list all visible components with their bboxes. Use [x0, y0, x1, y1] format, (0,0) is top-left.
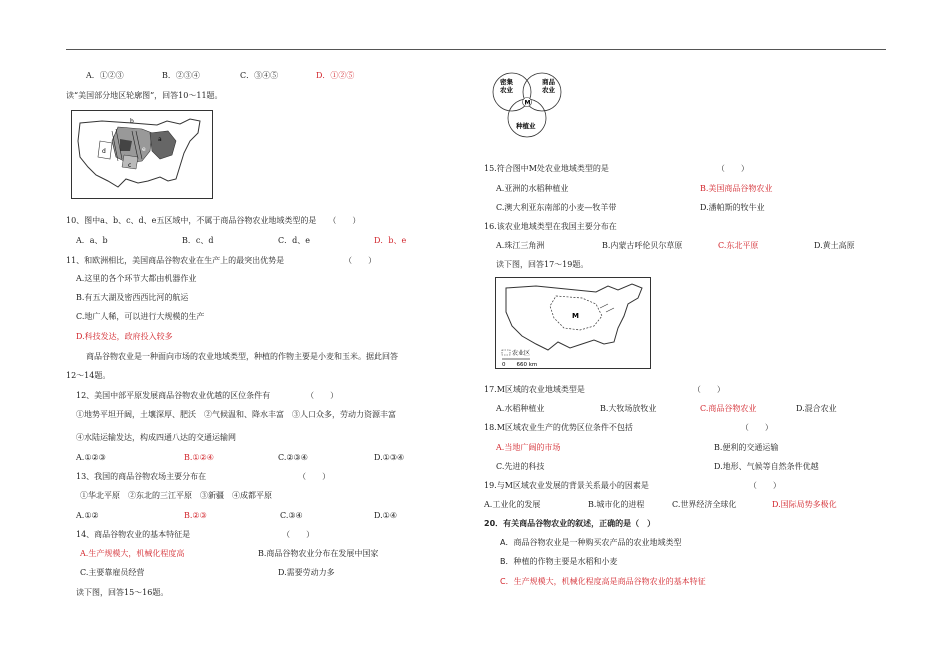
- q16-option-c[interactable]: C.东北平原: [718, 241, 759, 250]
- q14-option-d[interactable]: D.需要劳动力多: [278, 568, 335, 577]
- map2-region-label: M: [572, 312, 579, 320]
- q20-option-a[interactable]: A．商品谷物农业是一种购买农产品的农业地域类型: [500, 538, 682, 547]
- map1-label-b: b: [130, 118, 134, 125]
- q19-option-c[interactable]: C.世界经济全球化: [672, 500, 737, 509]
- q11-option-b[interactable]: B.有五大湖及密西西比河的航运: [76, 293, 189, 302]
- q18-option-c[interactable]: C.先进的科技: [496, 462, 545, 471]
- map1-label-d: d: [102, 148, 106, 155]
- venn-diagram: [484, 68, 574, 146]
- q12-stem: 12、美国中部平原发展商品谷物农业优越的区位条件有 （ ）: [76, 391, 339, 400]
- q11-option-d[interactable]: D.科技发达，政府投入较多: [76, 332, 173, 341]
- q10-stem: 10、图中a、b、c、d、e五区域中，不属于商品谷物农业地域类型的是 （ ）: [66, 216, 361, 225]
- map2-legend: 农业区: [512, 350, 531, 357]
- q15-option-b[interactable]: B.美国商品谷物农业: [700, 184, 773, 193]
- us-map-graphic: [72, 111, 212, 198]
- venn-label-intensive-2: 农业: [500, 86, 513, 94]
- venn-label-crop: 种植业: [516, 122, 536, 130]
- intro-15-16: 读下图，回答15～16题。: [76, 588, 169, 597]
- q9-option-c[interactable]: C．③④⑤: [240, 71, 279, 80]
- q13-option-c[interactable]: C.③④: [280, 511, 303, 520]
- q17-option-a[interactable]: A.水稻种植业: [496, 404, 545, 413]
- q19-stem: 19.与M区域农业发展的背景关系最小的因素是 （ ）: [484, 481, 781, 490]
- q13-option-b[interactable]: B.②③: [184, 511, 207, 520]
- top-rule: [66, 49, 886, 50]
- us-agriculture-map: [495, 277, 651, 369]
- q18-option-a[interactable]: A.当地广阔的市场: [496, 443, 561, 452]
- intro-12-14-line1: 商品谷物农业是一种面向市场的农业地域类型，种植的作物主要是小麦和玉米。据此回答: [86, 352, 398, 361]
- q14-option-b[interactable]: B.商品谷物农业分布在发展中国家: [258, 549, 379, 558]
- q9-option-a[interactable]: A．①②③: [86, 71, 124, 80]
- q16-option-b[interactable]: B.内蒙古呼伦贝尔草原: [602, 241, 683, 250]
- venn-label-intensive-1: 密集: [500, 78, 513, 86]
- map1-label-a: a: [158, 136, 162, 143]
- q13-option-d[interactable]: D.①④: [374, 511, 398, 520]
- q16-option-d[interactable]: D.黄土高原: [814, 241, 855, 250]
- q12-option-b[interactable]: B.①②④: [184, 453, 214, 462]
- q18-stem: 18.M区域农业生产的优势区位条件不包括 （ ）: [484, 423, 773, 432]
- q19-option-a[interactable]: A.工业化的发展: [484, 500, 541, 509]
- q19-option-d[interactable]: D.国际局势多极化: [772, 500, 837, 509]
- q17-option-c[interactable]: C.商品谷物农业: [700, 404, 757, 413]
- q11-option-c[interactable]: C.地广人稀，可以进行大规模的生产: [76, 312, 205, 321]
- q20-stem: 20．有关商品谷物农业的叙述，正确的是（ ）: [484, 519, 656, 528]
- q14-option-c[interactable]: C.主要靠雇员经营: [80, 568, 145, 577]
- q9-option-b[interactable]: B．②③④: [162, 71, 200, 80]
- q10-option-b[interactable]: B．c、d: [182, 236, 214, 245]
- us-region-map: [71, 110, 213, 199]
- q10-option-a[interactable]: A．a、b: [76, 236, 108, 245]
- q17-stem: 17.M区域的农业地域类型是 （ ）: [484, 385, 725, 394]
- q17-option-d[interactable]: D.混合农业: [796, 404, 837, 413]
- q14-stem: 14、商品谷物农业的基本特征是 （ ）: [76, 530, 315, 539]
- q11-option-a[interactable]: A.这里的各个环节大都由机器作业: [76, 274, 197, 283]
- map2-scale: 0 660 km: [502, 362, 538, 368]
- q10-option-d[interactable]: D．b、e: [374, 236, 407, 245]
- venn-label-m: M: [524, 99, 531, 107]
- q12-option-a[interactable]: A.①②③: [76, 453, 106, 462]
- q12-conditions-2: ④水陆运输发达，构成四通八达的交通运输网: [76, 433, 236, 442]
- q10-option-c[interactable]: C．d、e: [278, 236, 310, 245]
- q12-conditions-1: ①地势平坦开阔，土壤深厚、肥沃 ②气候温和、降水丰富 ③人口众多，劳动力资源丰富: [76, 410, 396, 419]
- q12-option-c[interactable]: C.②③④: [278, 453, 308, 462]
- q15-stem: 15.符合图中M处农业地域类型的是 （ ）: [484, 164, 749, 173]
- map1-label-e: e: [142, 146, 146, 153]
- venn-label-commercial-2: 农业: [542, 86, 555, 94]
- q15-option-d[interactable]: D.潘帕斯的牧牛业: [700, 203, 765, 212]
- us-map2-graphic: [496, 278, 650, 368]
- q20-option-b[interactable]: B．种植的作物主要是水稻和小麦: [500, 557, 618, 566]
- q17-option-b[interactable]: B.大牧场放牧业: [600, 404, 657, 413]
- q19-option-b[interactable]: B.城市化的进程: [588, 500, 645, 509]
- intro-12-14-line2: 12～14题。: [66, 371, 111, 380]
- q12-option-d[interactable]: D.①③④: [374, 453, 405, 462]
- q18-option-b[interactable]: B.便利的交通运输: [714, 443, 779, 452]
- q16-option-a[interactable]: A.珠江三角洲: [496, 241, 545, 250]
- q9-option-d[interactable]: D．①②⑤: [316, 71, 355, 80]
- intro-10-11: 读“美国部分地区轮廓图”，回答10～11题。: [66, 91, 223, 100]
- q15-option-a[interactable]: A.亚洲的水稻种植业: [496, 184, 569, 193]
- q13-stem: 13、我国的商品谷物农场主要分布在 （ ）: [76, 472, 331, 481]
- q16-stem: 16.该农业地域类型在我国主要分布在: [484, 222, 617, 231]
- q20-option-c[interactable]: C．生产规模大，机械化程度高是商品谷物农业的基本特征: [500, 577, 706, 586]
- map1-label-c: c: [128, 162, 132, 169]
- venn-label-commercial-1: 商品: [542, 78, 555, 86]
- q18-option-d[interactable]: D.地形、气候等自然条件优越: [714, 462, 819, 471]
- q13-option-a[interactable]: A.①②: [76, 511, 99, 520]
- q11-stem: 11、和欧洲相比，美国商品谷物农业在生产上的最突出优势是 （ ）: [66, 256, 377, 265]
- q13-conditions: ①华北平原 ②东北的三江平原 ③新疆 ④成都平原: [80, 491, 272, 500]
- q14-option-a[interactable]: A.生产规模大，机械化程度高: [80, 549, 185, 558]
- q15-option-c[interactable]: C.澳大利亚东南部的小麦—牧羊带: [496, 203, 617, 212]
- intro-17-19: 读下图，回答17～19题。: [496, 260, 589, 269]
